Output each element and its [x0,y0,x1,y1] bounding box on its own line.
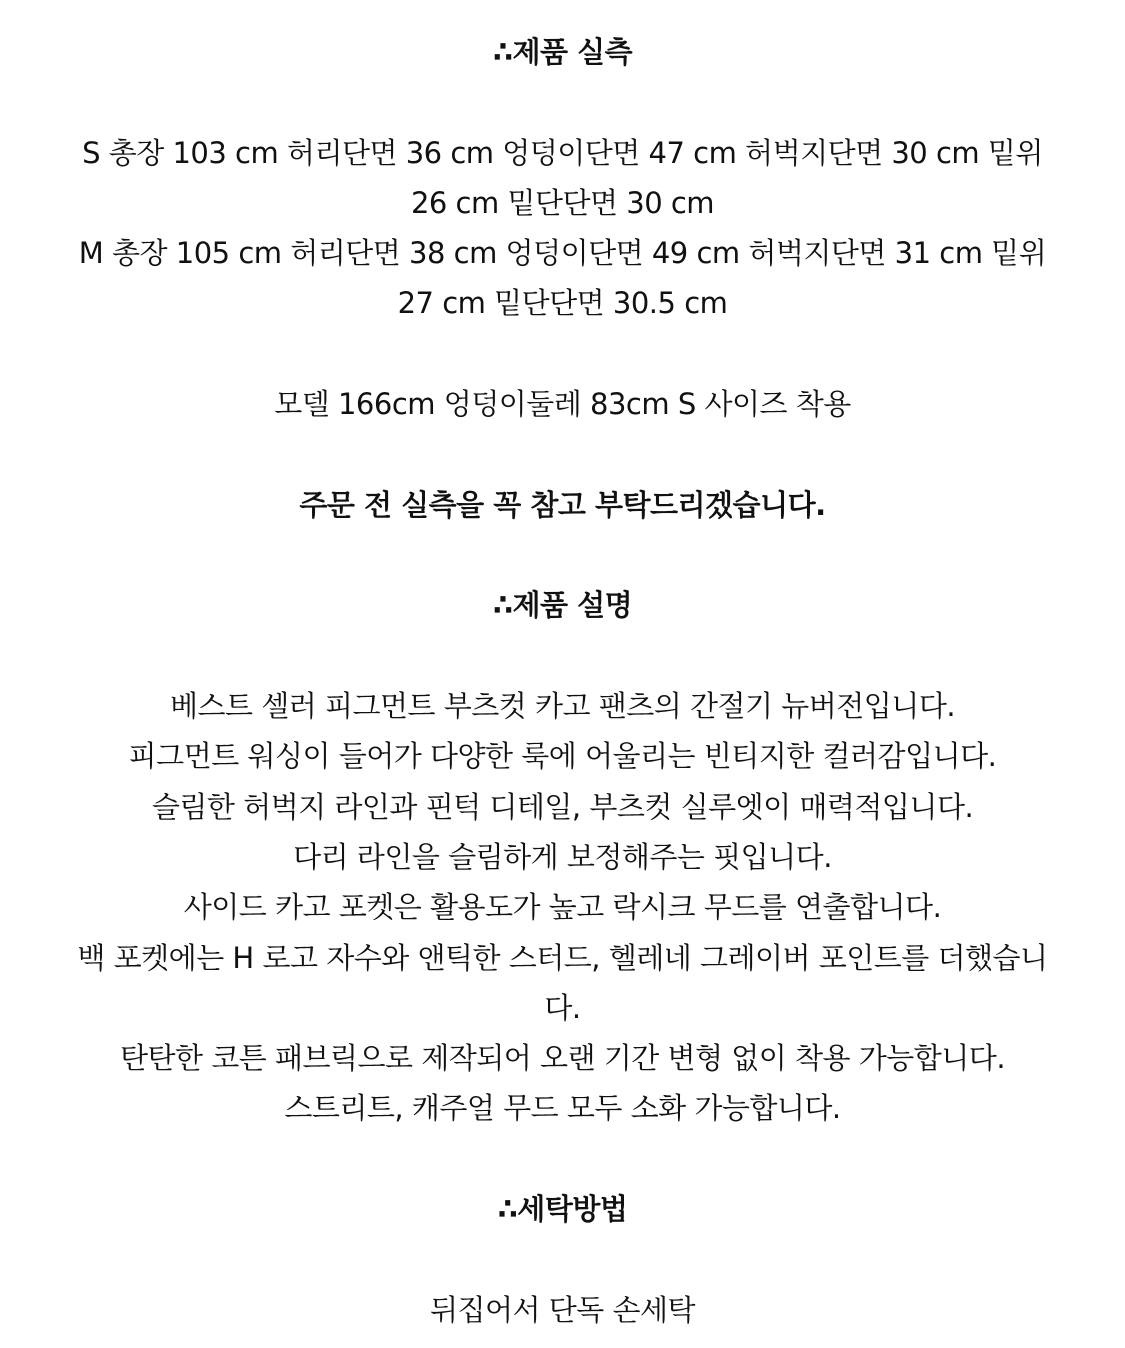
measurement-notice: 주문 전 실측을 꼭 참고 부탁드리겠습니다. [299,488,826,522]
measurement-line: M 총장 105 cm 허리단면 38 cm 엉덩이단면 49 cm 허벅지단면 31 cm 밑위 [78,236,1047,270]
description-line: 피그먼트 워싱이 들어가 다양한 룩에 어울리는 빈티지한 컬러감입니다. [128,739,997,773]
description-heading: ∴제품 설명 [492,588,633,622]
description-line: 사이드 카고 포켓은 활용도가 높고 락시크 무드를 연출합니다. [183,890,942,924]
description-line: 다. [544,991,581,1025]
washing-line: 뒤집어서 단독 손세탁 [429,1293,696,1327]
measurement-line: 27 cm 밑단단면 30.5 cm [397,286,728,320]
washing-heading: ∴세탁방법 [497,1192,628,1226]
model-size-note: 모델 166cm 엉덩이둘레 83cm S 사이즈 착용 [274,387,851,421]
measurement-line: S 총장 103 cm 허리단면 36 cm 엉덩이단면 47 cm 허벅지단면 30 cm 밑위 [82,136,1043,170]
measurement-line: 26 cm 밑단단면 30 cm [410,186,715,220]
description-line: 베스트 셀러 피그먼트 부츠컷 카고 팬츠의 간절기 뉴버전입니다. [169,689,956,723]
description-line: 스트리트, 캐주얼 무드 모두 소화 가능합니다. [284,1091,841,1125]
description-line: 백 포켓에는 H 로고 자수와 앤틱한 스터드, 헬레네 그레이버 포인트를 더했습니 [77,941,1048,975]
description-line: 탄탄한 코튼 패브릭으로 제작되어 오랜 기간 변형 없이 착용 가능합니다. [119,1041,1006,1075]
description-line: 다리 라인을 슬림하게 보정해주는 핏입니다. [293,840,832,874]
description-line: 슬림한 허벅지 라인과 핀턱 디테일, 부츠컷 실루엣이 매력적입니다. [151,790,974,824]
measurements-heading: ∴제품 실측 [492,35,633,69]
